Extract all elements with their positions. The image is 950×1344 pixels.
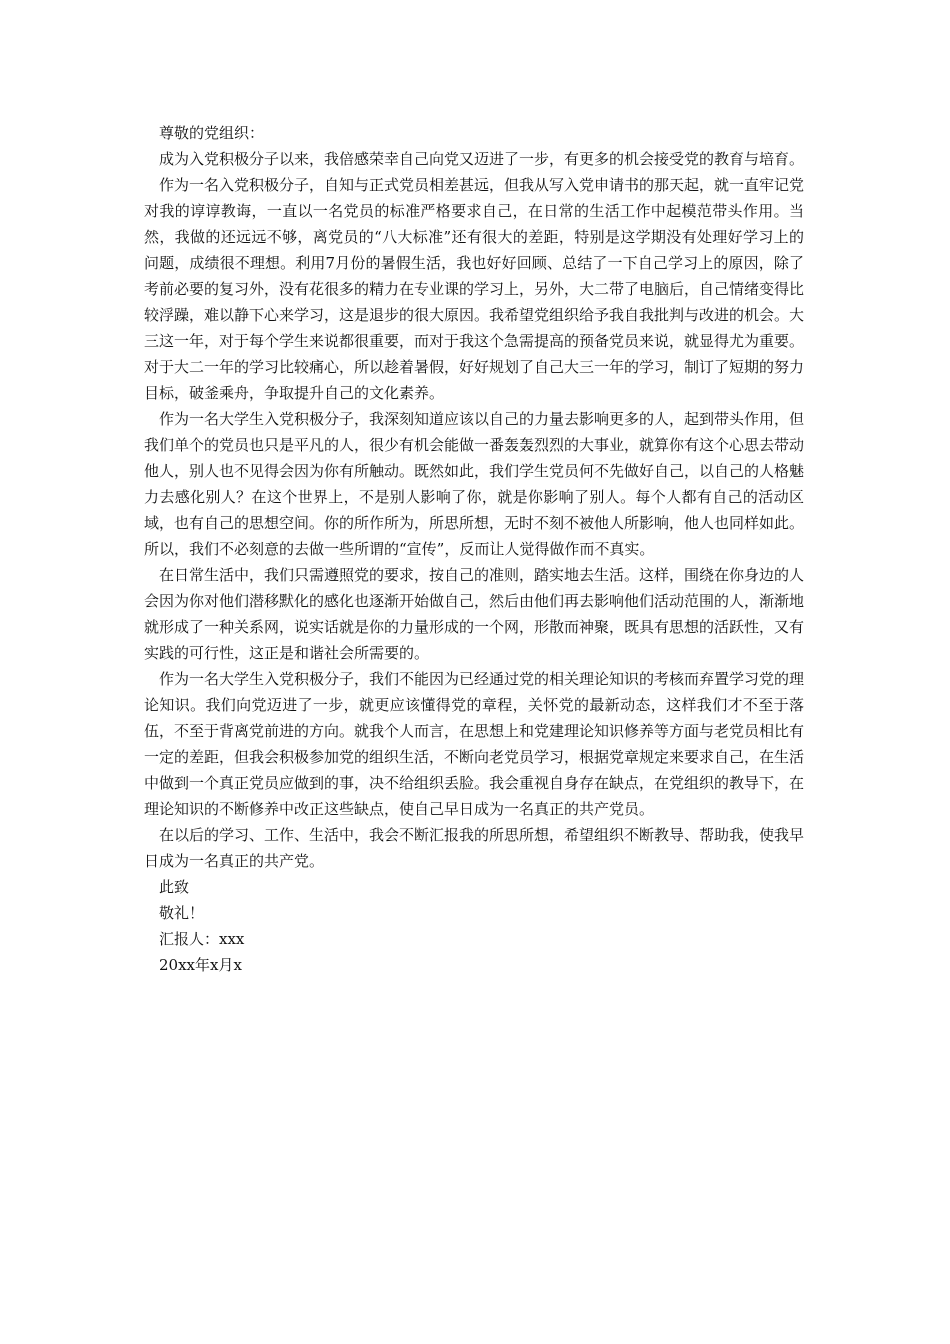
closing-line-2: 敬礼！ <box>159 904 205 922</box>
paragraph-5: 作为一名大学生入党积极分子，我们不能因为已经通过党的相关理论知识的考核而弃置学习党的理论知识。我们向党迈进了一步，就更应该懂得党的章程，关怀党的最新动态，这样我们才不至于落伍，不至于背离党前进的方向。就我个人而言，在思想上和党建理论知识修养等方面与老党员相比有一定的差距，但我会积极参加党的组织生活，不断向老党员学习，根据党章规定来要求自己，在生活中做到一个真正党员应做到的事，决不给组织丢脸。我会重视自身存在缺点，在党组织的教导下，在理论知识的不断修养中改正这些缺点，使自己早日成为一名真正的共产党员。 <box>144 670 805 818</box>
closing-line-1: 此致 <box>159 878 190 896</box>
reporter-signature: 汇报人：xxx <box>159 930 245 948</box>
salutation: 尊敬的党组织： <box>159 124 265 142</box>
paragraph-3: 作为一名大学生入党积极分子，我深刻知道应该以自己的力量去影响更多的人，起到带头作用，但我们单个的党员也只是平凡的人，很少有机会能做一番轰轰烈烈的大事业，就算你有这个心思去带动他人，别人也不见得会因为你有所触动。既然如此，我们学生党员何不先做好自己，以自己的人格魅力去感化别人？在这个世界上，不是别人影响了你，就是你影响了别人。每个人都有自己的活动区域，也有自己的思想空间。你的所作所为，所思所想，无时不刻不被他人所影响，他人也同样如此。所以，我们不必刻意的去做一些所谓的“宣传”，反而让人觉得做作而不真实。 <box>144 410 805 558</box>
report-date: 20xx年x月x <box>159 956 242 974</box>
letter-body <box>144 120 804 978</box>
paragraph-6: 在以后的学习、工作、生活中，我会不断汇报我的所思所想，希望组织不断教导、帮助我，使我早日成为一名真正的共产党。 <box>144 826 805 870</box>
paragraph-2: 作为一名入党积极分子，自知与正式党员相差甚远，但我从写入党申请书的那天起，就一直牢记党对我的谆谆教诲，一直以一名党员的标准严格要求自己，在日常的生活工作中起模范带头作用。当然，我做的还远远不够，离党员的“八大标准”还有很大的差距，特别是这学期没有处理好学习上的问题，成绩很不理想。利用7月份的暑假生活，我也好好回顾、总结了一下自己学习上的原因，除了考前必要的复习外，没有花很多的精力在专业课的学习上，另外，大二带了电脑后，自己情绪变得比较浮躁，难以静下心来学习，这是退步的很大原因。我希望党组织给予我自我批判与改进的机会。大三这一年，对于每个学生来说都很重要，而对于我这个急需提高的预备党员来说，就显得尤为重要。对于大二一年的学习比较痛心，所以趁着暑假，好好规划了自己大三一年的学习，制订了短期的努力目标，破釜乘舟，争取提升自己的文化素养。 <box>144 176 805 402</box>
paragraph-4: 在日常生活中，我们只需遵照党的要求，按自己的准则，踏实地去生活。这样，围绕在你身边的人会因为你对他们潜移默化的感化也逐渐开始做自己，然后由他们再去影响他们活动范围的人，渐渐地就形成了一种关系网，说实话就是你的力量形成的一个网，形散而神聚，既具有思想的活跃性，又有实践的可行性，这正是和谐社会所需要的。 <box>144 566 805 662</box>
paragraph-1: 成为入党积极分子以来，我倍感荣幸自己向党又迈进了一步，有更多的机会接受党的教育与培育。 <box>159 150 805 168</box>
